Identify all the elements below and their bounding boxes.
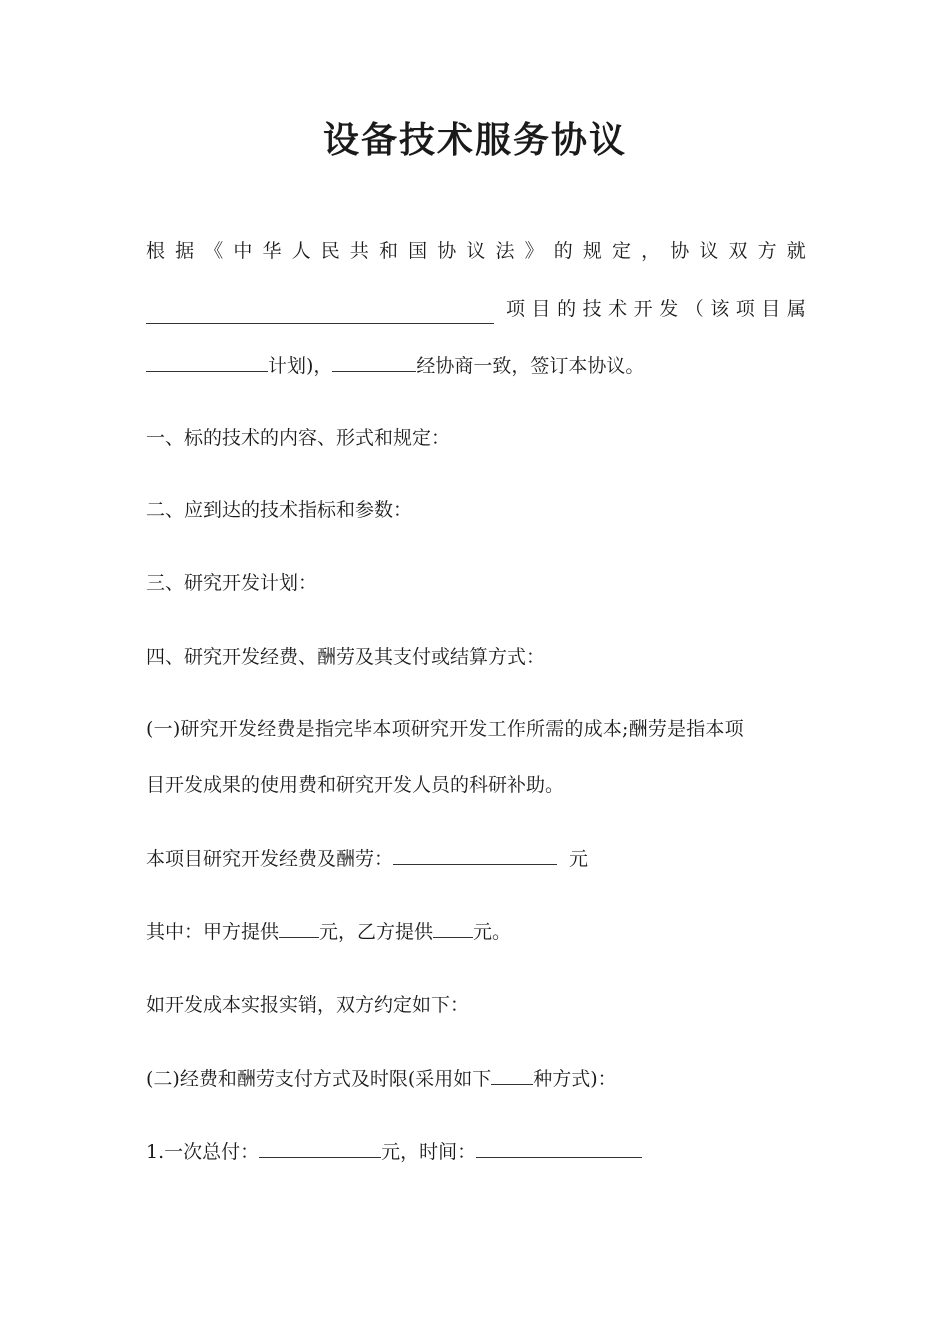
blank-lump-sum-time — [476, 1137, 642, 1158]
intro-line-1-char: ， — [641, 240, 661, 262]
intro-line-1-char: 协 — [437, 240, 457, 262]
blank-lump-sum-amount — [259, 1137, 381, 1158]
blank-party-b-amount — [433, 917, 473, 938]
intro-line-2-char: 目 — [761, 298, 781, 320]
intro-line-2-char: 开 — [633, 298, 653, 320]
split-end: 元。 — [473, 921, 512, 943]
intro-line-2-char: 发 — [659, 298, 679, 320]
lump-sum-time-label: 元，时间： — [381, 1141, 477, 1163]
intro-line-2-char: 术 — [608, 298, 628, 320]
fee-label: 本项目研究开发经费及酬劳： — [146, 848, 394, 870]
intro-line-1-char: 人 — [291, 240, 311, 262]
split-party-b: 元，乙方提供 — [319, 921, 434, 943]
split-party-a: 其中：甲方提供 — [146, 921, 280, 943]
blank-project-name — [146, 303, 494, 324]
intro-line-2-char: 项 — [735, 298, 755, 320]
intro-line-1-char: 根 — [146, 240, 166, 262]
intro-line-1-char: 》 — [524, 240, 544, 262]
section-1-heading: 一、标的技术的内容、形式和规定： — [146, 427, 451, 449]
intro-line-1-char: 协 — [670, 240, 690, 262]
actual-cost-line: 如开发成本实报实销，双方约定如下： — [146, 994, 470, 1016]
split-line — [146, 917, 806, 947]
fee-unit: 元 — [569, 848, 589, 870]
blank-fee-amount — [393, 844, 557, 865]
intro-line-2-char: 属 — [786, 298, 806, 320]
intro-line-1 — [146, 236, 806, 266]
intro-line-2-char: 目 — [531, 298, 551, 320]
fee-line — [146, 844, 806, 874]
intro-line-3 — [146, 351, 806, 381]
section-4-heading: 四、研究开发经费、酬劳及其支付或结算方式： — [146, 646, 546, 668]
intro-agreement-text: 经协商一致，签订本协议。 — [416, 355, 645, 377]
intro-line-2-char: 该 — [710, 298, 730, 320]
payment-method-end: 种方式)： — [533, 1068, 617, 1090]
intro-line-2-char: 技 — [582, 298, 602, 320]
intro-line-1-char: 共 — [349, 240, 369, 262]
intro-line-2-char: 的 — [557, 298, 577, 320]
intro-line-1-char: 中 — [233, 240, 253, 262]
blank-plan — [146, 351, 268, 372]
payment-method-line — [146, 1064, 806, 1094]
intro-line-2-char: 项 — [506, 298, 526, 320]
blank-method-count — [491, 1064, 533, 1085]
intro-line-2-char: （ — [684, 298, 704, 320]
intro-line-2-text — [506, 294, 806, 324]
intro-line-1-char: 方 — [757, 240, 777, 262]
section-3-heading: 三、研究开发计划： — [146, 572, 318, 594]
blank-parties — [332, 351, 416, 372]
intro-plan-text: 计划)， — [268, 355, 333, 377]
intro-line-1-char: 华 — [262, 240, 282, 262]
section-2-heading: 二、应到达的技术指标和参数： — [146, 499, 413, 521]
intro-line-1-char: 《 — [204, 240, 224, 262]
lump-sum-label: 1.一次总付： — [146, 1141, 260, 1163]
lump-sum-line — [146, 1137, 806, 1167]
intro-line-1-char: 就 — [786, 240, 806, 262]
intro-line-1-char: 议 — [466, 240, 486, 262]
intro-line-1-char: 的 — [553, 240, 573, 262]
intro-line-1-char: 国 — [408, 240, 428, 262]
intro-line-1-char: 民 — [320, 240, 340, 262]
intro-line-1-char: 规 — [582, 240, 602, 262]
intro-line-1-char: 议 — [699, 240, 719, 262]
intro-line-1-char: 和 — [379, 240, 399, 262]
paragraph-1-line-2: 目开发成果的使用费和研究开发人员的科研补助。 — [146, 774, 565, 796]
document-title: 设备技术服务协议 — [322, 119, 627, 161]
blank-party-a-amount — [279, 917, 319, 938]
intro-line-1-char: 双 — [728, 240, 748, 262]
intro-line-1-char: 法 — [495, 240, 515, 262]
payment-method-text: (二)经费和酬劳支付方式及时限(采用如下 — [146, 1068, 492, 1090]
intro-line-1-char: 定 — [612, 240, 632, 262]
intro-line-1-char: 据 — [175, 240, 195, 262]
intro-line-2 — [146, 294, 806, 324]
paragraph-1-line-1: (一)研究开发经费是指完毕本项研究开发工作所需的成本;酬劳是指本项 — [146, 718, 744, 740]
